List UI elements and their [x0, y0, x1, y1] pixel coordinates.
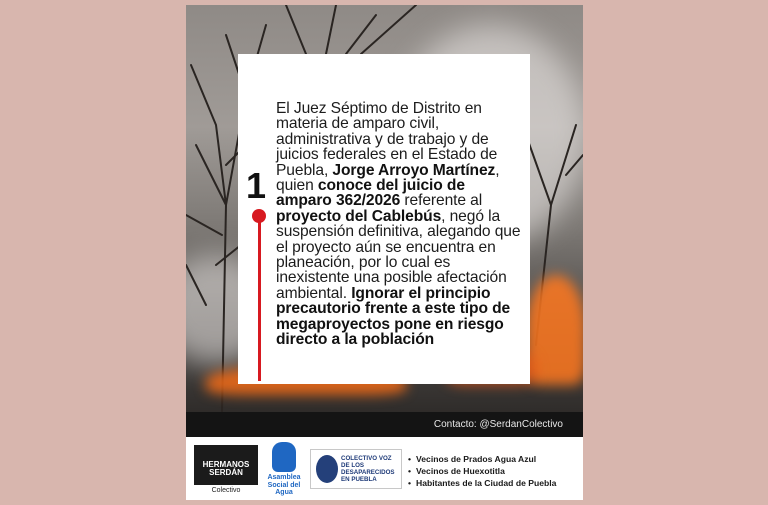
text: , negó la suspensión definitiva, alegando que el proyecto aún se encuentra en planeación, por lo cual es inexistente una posible afectación ambiental.	[276, 207, 521, 302]
poster	[186, 5, 583, 500]
contact-bar	[186, 412, 583, 437]
list-item: • Vecinos de Huexotitla	[408, 465, 556, 477]
logo-text: COLECTIVO VOZ DE LOS DESAPARECIDOS EN PUEBLA	[341, 455, 395, 483]
bold-text: conoce del juicio de amparo 362/2026	[276, 177, 465, 210]
voz-desaparecidos-logo	[310, 449, 402, 489]
footer	[186, 437, 583, 500]
card-body-text	[276, 101, 524, 348]
supporters-list	[408, 453, 556, 489]
bold-text: Ignorar el principio precautorio frente a este tipo de megaproyectos pone en riesgo directo a la población	[276, 284, 511, 349]
timeline-line	[258, 217, 261, 381]
text: , quien	[276, 161, 500, 195]
logo-text: HERMANOS SERDÁN	[202, 460, 250, 477]
emblem-icon	[316, 455, 338, 483]
text: El Juez Séptimo de Distrito en materia de amparo civil, administrativa y de trabajo y de juicios federales en el Estado de Puebla,	[276, 100, 498, 179]
contact-text: Contacto: @SerdanColectivo	[433, 419, 563, 430]
logo-subtext: Colectivo	[211, 487, 241, 494]
hand-icon	[272, 442, 296, 472]
hermanos-serdan-logo	[194, 445, 258, 495]
list-item: • Vecinos de Prados Agua Azul	[408, 453, 556, 465]
asamblea-logo	[266, 440, 302, 498]
bold-text: proyecto del Cablebús	[276, 207, 442, 225]
item-number: 1	[246, 165, 267, 206]
text: referente al	[400, 192, 483, 210]
bold-text: Jorge Arroyo Martínez	[332, 161, 496, 179]
logo-text: Asamblea Social del Agua	[267, 474, 301, 496]
list-item: • Habitantes de la Ciudad de Puebla	[408, 477, 556, 489]
